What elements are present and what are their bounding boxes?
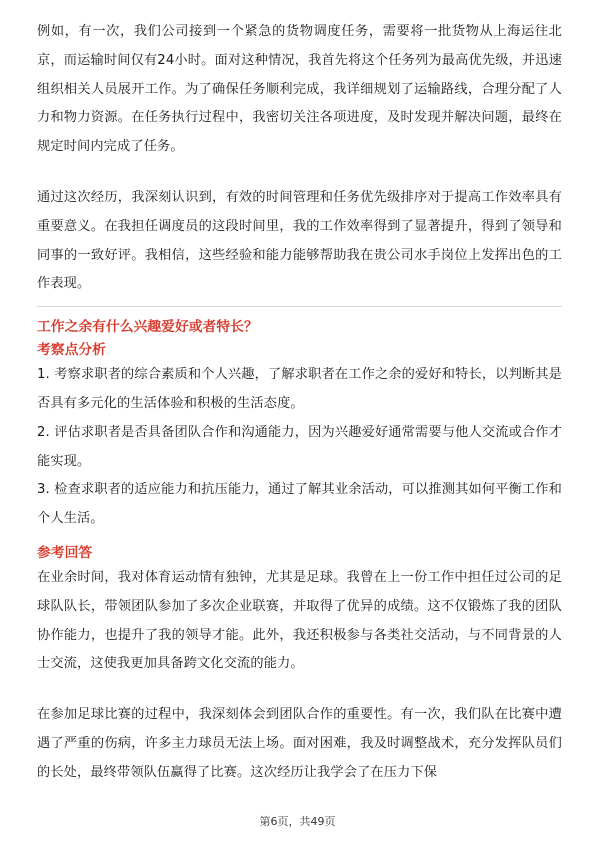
body-paragraph: 例如，有一次，我们公司接到一个紧急的货物调度任务，需要将一批货物从上海运往北京，而运输时间仅有24小时。面对这种情况，我首先将这个任务列为最高优先级，并迅速组织相关人员展开工作。为了确保任务顺利完成，我详细规划了运输路线，合理分配了人力和物力资源。在任务执行过程中，我密切关注各项进度，及时发现并解决问题，最终在规定时间内完成了任务。 (37, 24, 562, 155)
answer-heading: 参考回答 (37, 544, 93, 561)
page-content (37, 18, 562, 788)
section-divider (37, 306, 562, 307)
analysis-point: 1. 考察求职者的综合素质和个人兴趣，了解求职者在工作之余的爱好和特长，以判断其是否具有多元化的生活体验和积极的生活态度。 (37, 367, 562, 411)
body-paragraph: 通过这次经历，我深刻认识到，有效的时间管理和任务优先级排序对于提高工作效率具有重要意义。在我担任调度员的这段时间里，我的工作效率得到了显著提升，得到了领导和同事的一致好评。我相信，这些经验和能力能够帮助我在贵公司水手岗位上发挥出色的工作表现。 (37, 189, 562, 292)
paragraph-gap (37, 162, 562, 184)
answer-paragraph: 在参加足球比赛的过程中，我深刻体会到团队合作的重要性。有一次，我们队在比赛中遭遇了严重的伤病，许多主力球员无法上场。面对困难，我及时调整战术，充分发挥队员们的长处，最终带领队伍赢得了比赛。这次经历让我学会了在压力下保 (37, 707, 562, 780)
page-number: 第6页，共49页 (259, 815, 336, 828)
analysis-point: 2. 评估求职者是否具备团队合作和沟通能力，因为兴趣爱好通常需要与他人交流或合作才能实现。 (37, 424, 562, 469)
analysis-heading: 考察点分析 (37, 342, 106, 359)
analysis-point: 3. 检查求职者的适应能力和抗压能力，通过了解其业余活动，可以推测其如何平衡工作和个人生活。 (37, 482, 562, 527)
paragraph-gap (37, 679, 562, 701)
question-heading: 工作之余有什么兴趣爱好或者特长？ (37, 319, 258, 336)
answer-paragraph: 在业余时间，我对体育运动情有独钟，尤其是足球。我曾在上一份工作中担任过公司的足球队队长，带领团队参加了多次企业联赛，并取得了优异的成绩。这不仅锻炼了我的团队协作能力，也提升了我的领导才能。此外，我还积极参与各类社交活动，与不同背景的人士交流，这使我更加具备跨文化交流的能力。 (37, 569, 562, 672)
